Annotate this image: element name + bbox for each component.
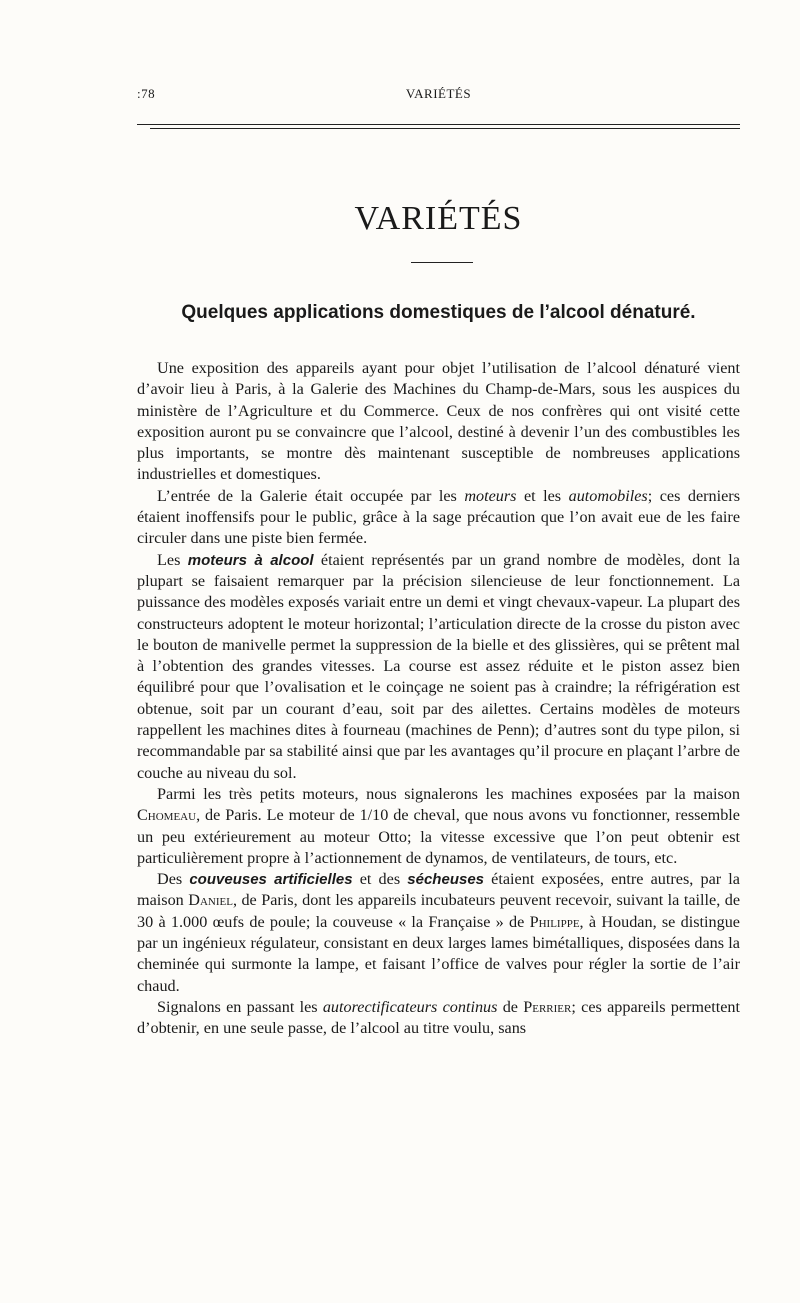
title-divider: [411, 262, 473, 263]
paragraph: Une exposition des appareils ayant pour objet l’utilisation de l’alcool dénaturé vient d’avoir lieu à Paris, à la Galerie des Machines du Champ-de-Mars, sous les auspices du ministère de l’Agriculture et du Commerce. Ceux de nos confrères qui ont visité cette exposition auront pu se convaincre que l’alcool, destiné à devenir l’un des combustibles les plus importants, se montre dès maintenant susceptible de nombreuses applications industrielles et domestiques.: [137, 359, 740, 484]
emphasized-term: sécheuses: [407, 871, 485, 889]
paragraph: L’entrée de la Galerie était occupée par les moteurs et les automobiles; ces derniers étaient inoffensifs pour le public, grâce à la sage précaution que l’on avait eue de les faire circuler dans une piste bien fermée.: [137, 486, 740, 548]
maker-name: Chomeau: [137, 806, 197, 825]
italic-term: automobiles: [568, 486, 648, 505]
paragraph: Les moteurs à alcool étaient représentés par un grand nombre de modèles, dont la plupart se faisaient remarquer par la précision silencieuse de leur fonctionnement. La puissance des modèles exposés variait entre un demi et vingt chevaux-vapeur. La plupart des constructeurs adoptent le moteur horizontal; l’articulation directe de la crosse du piston avec le bouton de manivelle permet la suppression de la bielle et des glissières, qui se prêtent mal à l’obtention des grandes vitesses. La course est assez réduite et le piston assez bien équilibré pour que l’ovalisation et le coinçage ne soient pas à craindre; la réfrigération est obtenue, soit par un courant d’eau, soit par des ailettes. Certains modèles de moteurs rappellent les machines dites à fourneau (machines de Penn); d’autres sont du type pilon, si recommandable par sa stabilité ainsi que par les avantages qu’il procure en plaçant l’arbre de couche au niveau du sol.: [137, 550, 740, 782]
article-heading: Quelques applications domestiques de l’alcool dénaturé.: [181, 302, 696, 323]
page-number: :78: [137, 86, 156, 101]
section-title: VARIÉTÉS: [354, 200, 523, 237]
running-title: VARIÉTÉS: [405, 86, 472, 101]
emphasized-term: couveuses artificielles: [189, 871, 353, 889]
maker-name: Philippe: [529, 912, 580, 931]
italic-term: moteurs: [464, 486, 517, 505]
running-head: [137, 86, 740, 106]
paragraph: Signalons en passant les autorectificateurs continus de Perrier; ces appareils permettent d’obtenir, en une seule passe, de l’alcool au titre voulu, sans: [137, 997, 740, 1038]
header-rule: [137, 124, 740, 125]
paragraph: Parmi les très petits moteurs, nous signalerons les machines exposées par la maison Chomeau, de Paris. Le moteur de 1/10 de cheval, que nous avons vu fonctionner, ressemble un peu extérieurement au moteur Otto; la vitesse excessive que l’on peut obtenir est particulièrement propre à l’actionnement de dynamos, de ventilateurs, de tours, etc.: [137, 784, 740, 867]
italic-term: autorectificateurs continus: [322, 997, 498, 1016]
header-rule-double: [150, 128, 740, 129]
maker-name: Perrier: [523, 997, 572, 1016]
emphasized-term: moteurs à alcool: [187, 551, 314, 569]
paragraph: Des couveuses artificielles et des sécheuses étaient exposées, entre autres, par la maison Daniel, de Paris, dont les appareils incubateurs peuvent recevoir, suivant la taille, de 30 à 1.000 œufs de poule; la couveuse « la Française » de Philippe, à Houdan, se distingue par un ingénieux régulateur, consistant en deux larges lames bimétalliques, disposées dans la cheminée qui surmonte la lampe, et faisant l’office de valves pour régler la sortie de l’air chaud.: [137, 870, 740, 995]
maker-name: Daniel: [188, 891, 233, 910]
article-body: [137, 358, 740, 1040]
